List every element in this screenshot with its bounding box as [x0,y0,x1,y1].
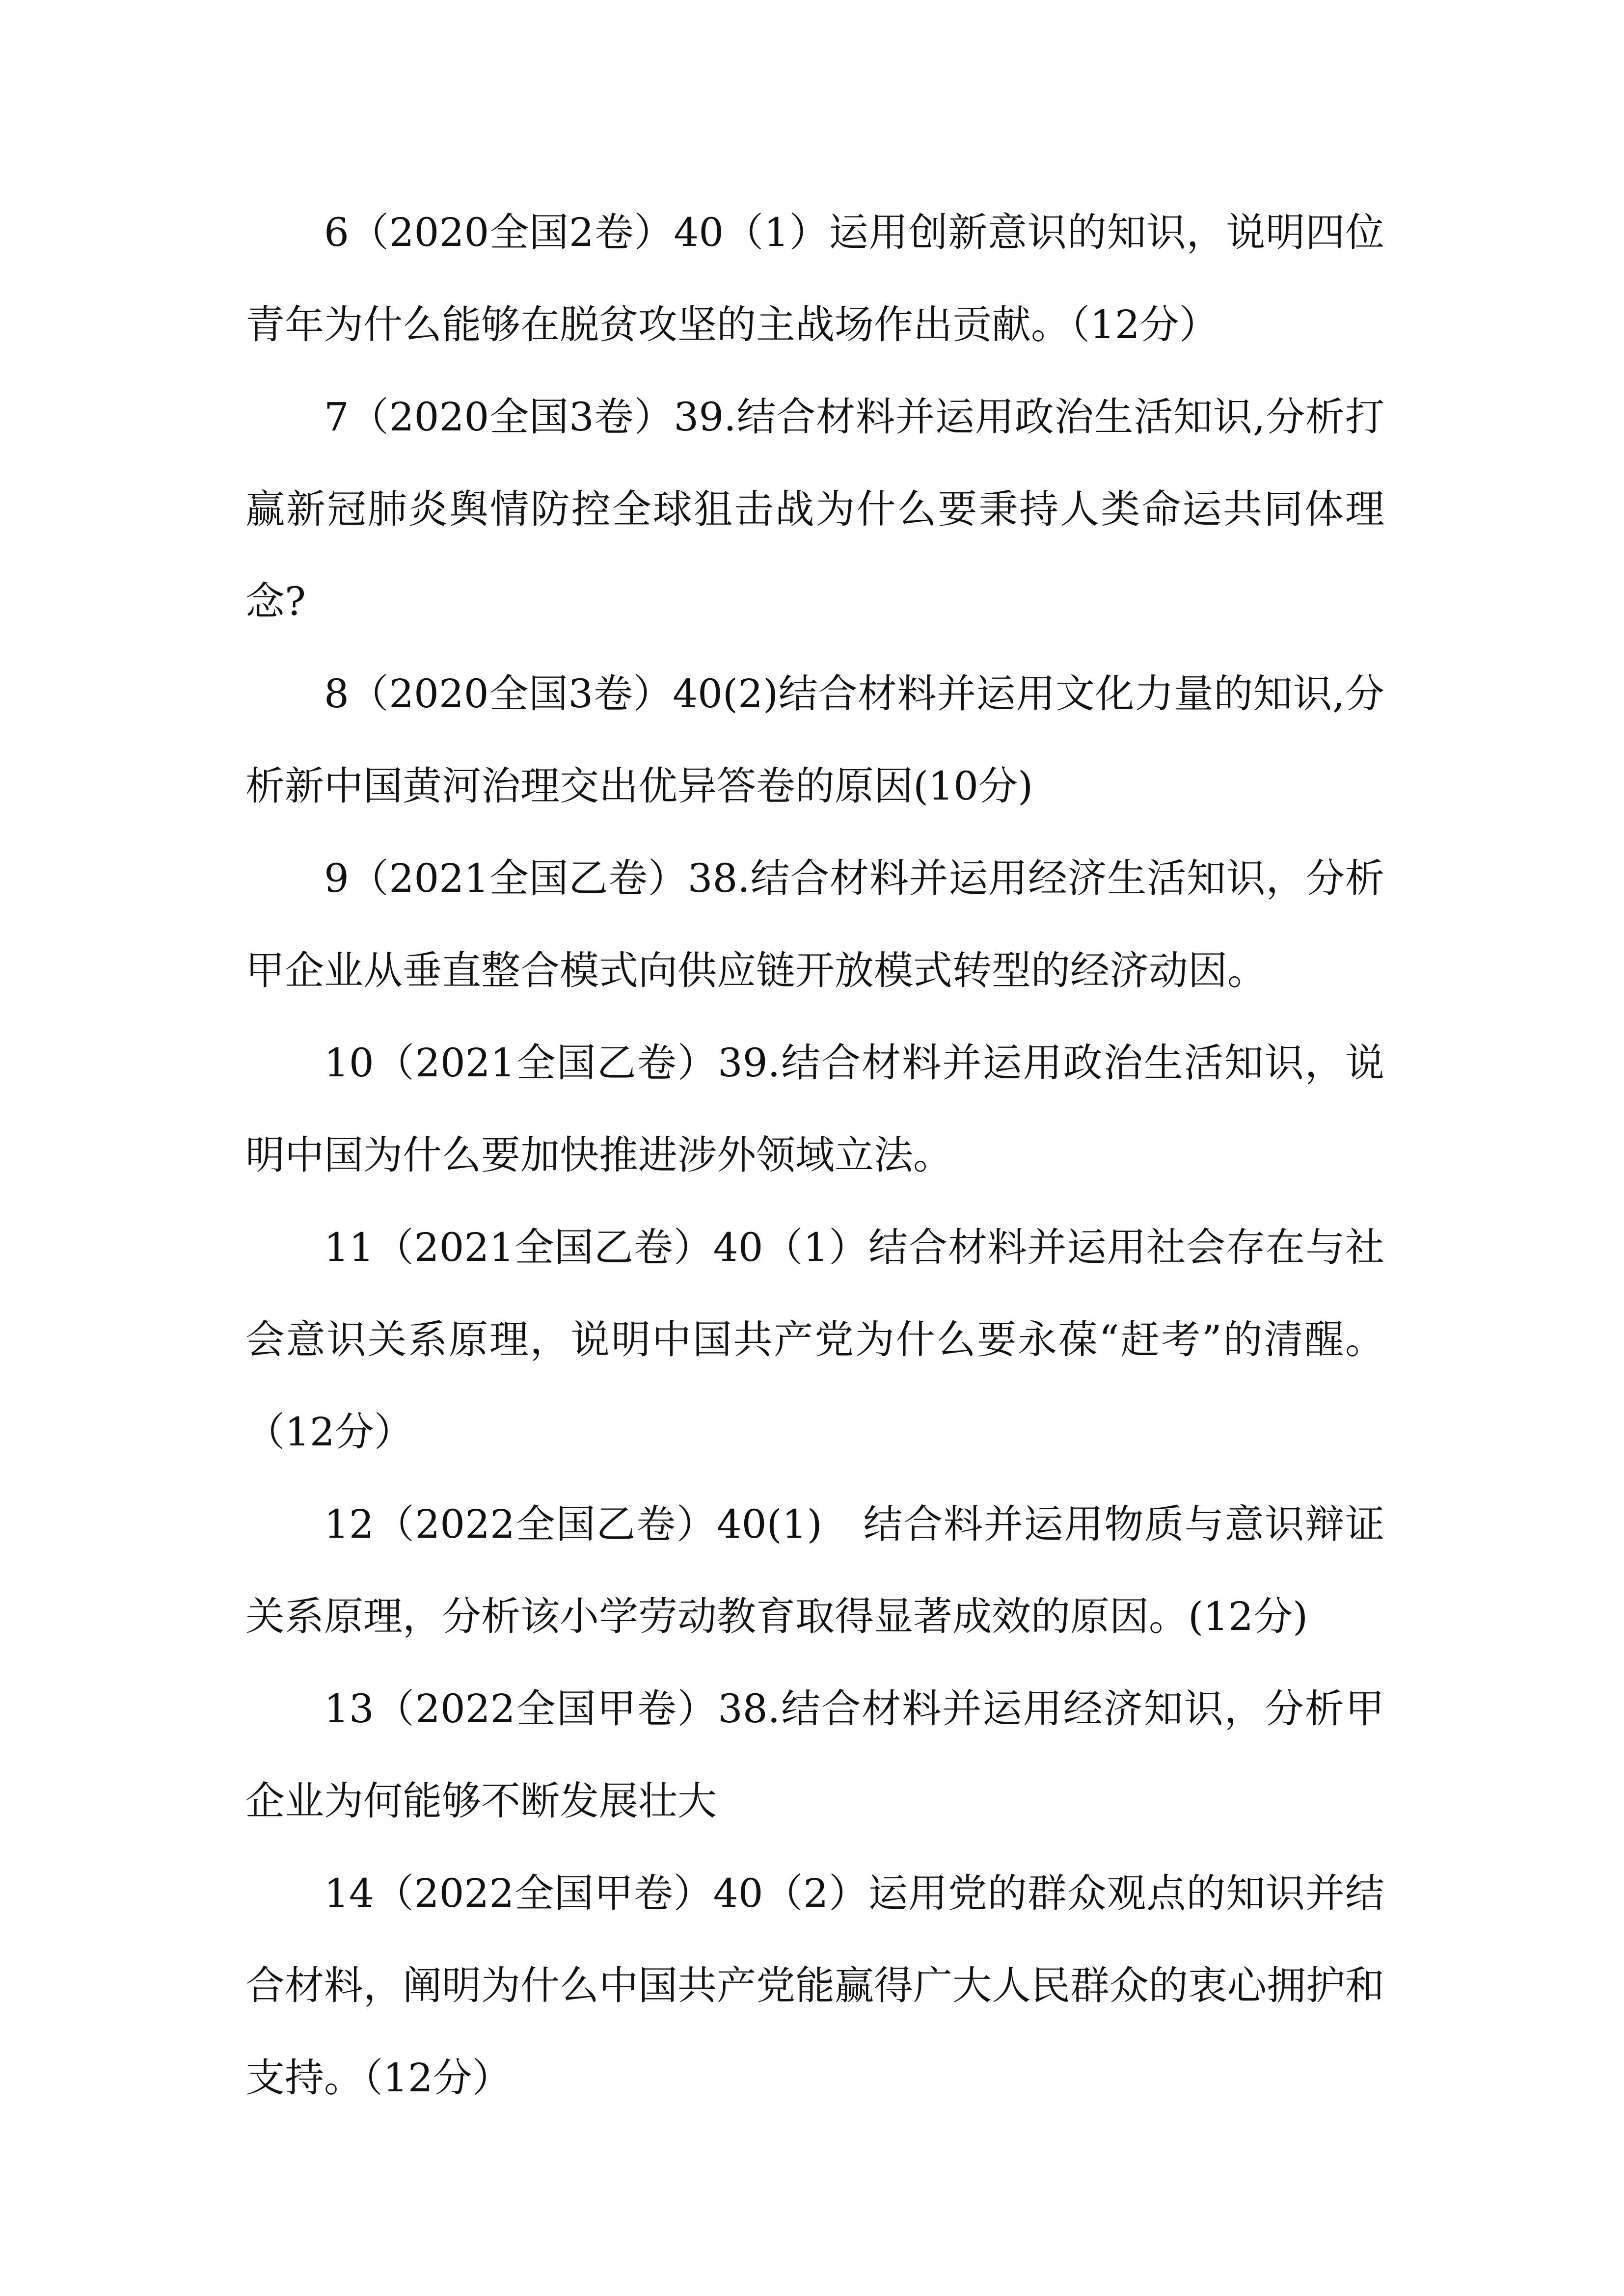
question-list [245,187,1384,2124]
question-12: 12（2022全国乙卷）40(1) 结合料并运用物质与意识辩证关系原理，分析该小学劳动教育取得显著成效的原因。(12分) [245,1501,1384,1639]
question-10: 10（2021全国乙卷）39.结合材料并运用政治生活知识，说明中国为什么要加快推进涉外领域立法。 [245,1040,1384,1178]
question-14: 14（2022全国甲卷）40（2）运用党的群众观点的知识并结合材料，阐明为什么中国共产党能赢得广大人民群众的衷心拥护和支持。（12分） [245,1870,1384,2101]
question-6: 6（2020全国2卷）40（1）运用创新意识的知识，说明四位青年为什么能够在脱贫攻坚的主战场作出贡献。（12分） [245,210,1384,347]
question-9: 9（2021全国乙卷）38.结合材料并运用经济生活知识，分析甲企业从垂直整合模式向供应链开放模式转型的经济动因。 [245,855,1384,993]
question-13: 13（2022全国甲卷）38.结合材料并运用经济知识，分析甲企业为何能够不断发展壮大 [245,1686,1384,1824]
question-11: 11（2021全国乙卷）40（1）结合材料并运用社会存在与社会意识关系原理，说明中国共产党为什么要永葆“赶考”的清醒。（12分） [245,1225,1384,1455]
question-7: 7（2020全国3卷）39.结合材料并运用政治生活知识,分析打赢新冠肺炎舆情防控全球狙击战为什么要秉持人类命运共同体理念? [245,394,1384,624]
question-8: 8（2020全国3卷）40(2)结合材料并运用文化力量的知识,分析新中国黄河治理交出优异答卷的原因(10分) [245,671,1384,809]
